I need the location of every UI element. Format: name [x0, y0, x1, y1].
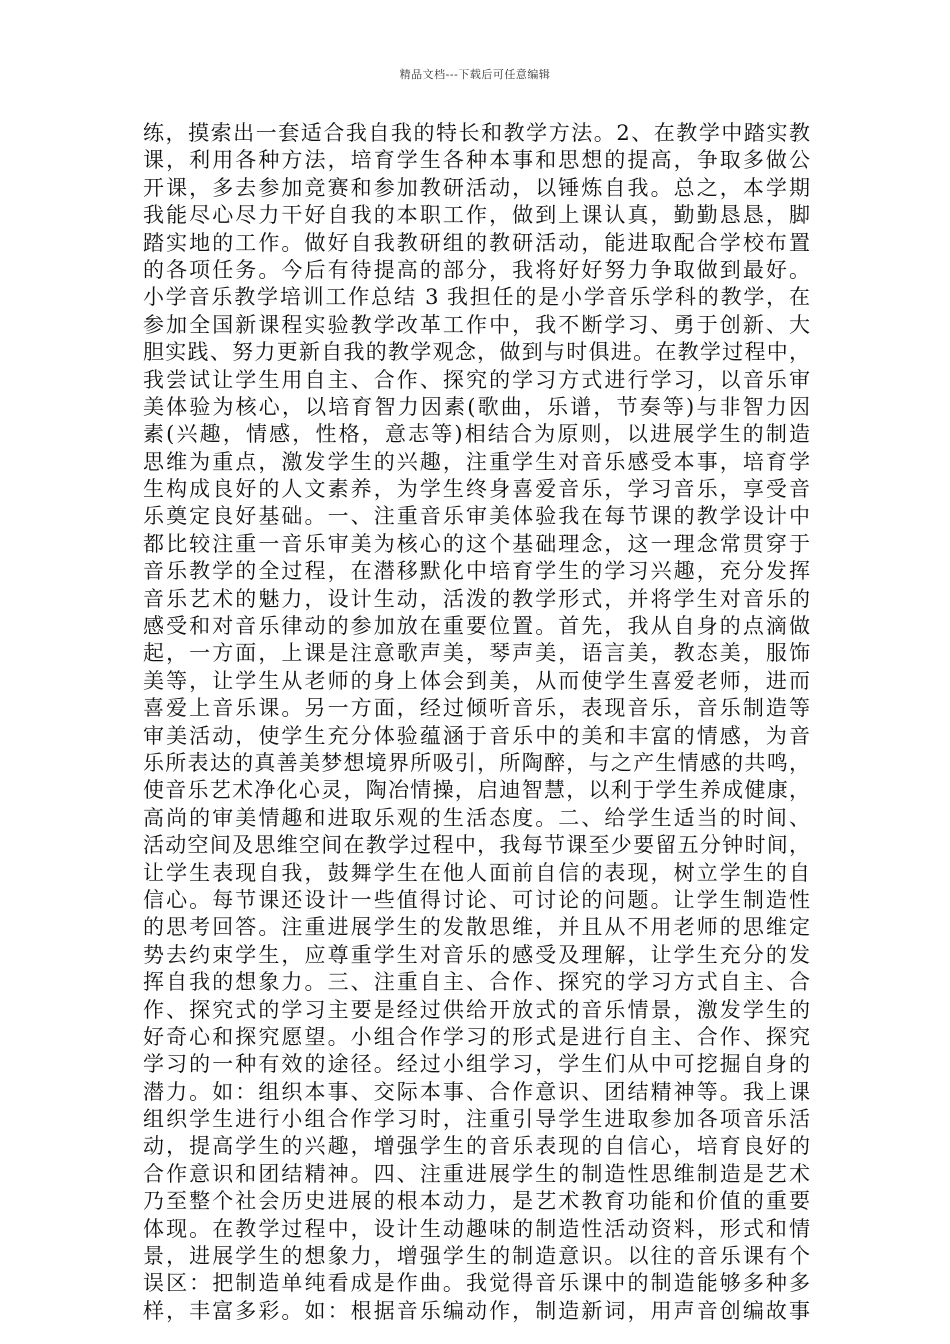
text-line: 我尝试让学生用自主、合作、探究的学习方式进行学习，以音乐审 — [143, 367, 810, 392]
text-line: 误区：把制造单纯看成是作曲。我觉得音乐课中的制造能够多种多 — [143, 1271, 810, 1296]
text-line: 练，摸索出一套适合我自我的特长和教学方法。2、在教学中踏实教 — [143, 121, 810, 145]
text-line: 景，进展学生的想象力，增强学生的制造意识。以往的音乐课有个 — [143, 1244, 810, 1269]
text-line: 感受和对音乐律动的参加放在重要位置。首先，我从自身的点滴做 — [143, 614, 810, 639]
text-line: 挥自我的想象力。三、注重自主、合作、探究的学习方式自主、合 — [143, 970, 810, 995]
text-line: 势去约束学生，应尊重学生对音乐的感受及理解，让学生充分的发 — [143, 942, 810, 967]
text-line: 参加全国新课程实验教学改革工作中，我不断学习、勇于创新、大 — [143, 312, 810, 337]
text-line: 动，提高学生的兴趣，增强学生的音乐表现的自信心，培育良好的 — [143, 1134, 810, 1159]
page-header: 精品文档---下载后可任意编辑 — [399, 68, 551, 81]
text-line: 课，利用各种方法，培育学生各种本事和思想的提高，争取多做公 — [143, 148, 810, 173]
text-line: 乃至整个社会历史进展的根本动力，是艺术教育功能和价值的重要 — [143, 1189, 810, 1214]
text-line: 乐奠定良好基础。一、注重音乐审美体验我在每节课的教学设计中 — [143, 504, 810, 529]
text-line: 组织学生进行小组合作学习时，注重引导学生进取参加各项音乐活 — [143, 1107, 810, 1132]
text-line: 开课，多去参加竞赛和参加教研活动，以锤炼自我。总之，本学期 — [143, 175, 810, 200]
text-line: 好奇心和探究愿望。小组合作学习的形式是进行自主、合作、探究 — [143, 1024, 810, 1049]
text-line: 乐所表达的真善美梦想境界所吸引，所陶醉，与之产生情感的共鸣， — [143, 750, 810, 775]
text-line: 使音乐艺术净化心灵，陶冶情操，启迪智慧，以利于学生养成健康， — [143, 778, 810, 803]
text-line: 音乐艺术的魅力，设计生动，活泼的教学形式，并将学生对音乐的 — [143, 586, 810, 611]
body-paragraph — [143, 120, 810, 1325]
text-line: 生构成良好的人文素养，为学生终身喜爱音乐，学习音乐，享受音 — [143, 477, 810, 502]
text-line: 小学音乐教学培训工作总结 3 我担任的是小学音乐学科的教学，在 — [143, 285, 810, 310]
text-line: 胆实践、努力更新自我的教学观念，做到与时俱进。在教学过程中， — [143, 340, 810, 365]
text-line: 信心。每节课还设计一些值得讨论、可讨论的问题。让学生制造性 — [143, 887, 810, 912]
text-line: 的各项任务。今后有待提高的部分，我将好好努力争取做到最好。 — [143, 257, 810, 282]
text-line: 起，一方面，上课是注意歌声美，琴声美，语言美，教态美，服饰 — [143, 641, 810, 666]
text-line: 思维为重点，激发学生的兴趣，注重学生对音乐感受本事，培育学 — [143, 449, 810, 474]
text-line: 体现。在教学过程中，设计生动趣味的制造性活动资料，形式和情 — [143, 1216, 810, 1241]
text-line: 让学生表现自我，鼓舞学生在他人面前自信的表现，树立学生的自 — [143, 860, 810, 885]
text-line: 我能尽心尽力干好自我的本职工作，做到上课认真，勤勤恳恳，脚 — [143, 203, 810, 228]
text-line: 的思考回答。注重进展学生的发散思维，并且从不用老师的思维定 — [143, 915, 810, 940]
text-line: 活动空间及思维空间在教学过程中，我每节课至少要留五分钟时间， — [143, 833, 810, 858]
text-line: 素(兴趣，情感，性格，意志等)相结合为原则，以进展学生的制造 — [143, 422, 810, 447]
text-line: 美体验为核心，以培育智力因素(歌曲，乐谱，节奏等)与非智力因 — [143, 394, 810, 419]
text-line: 美等，让学生从老师的身上体会到美，从而使学生喜爱老师，进而 — [143, 668, 810, 693]
text-line: 潜力。如：组织本事、交际本事、合作意识、团结精神等。我上课 — [143, 1079, 810, 1104]
text-line: 高尚的审美情趣和进取乐观的生活态度。二、给学生适当的时间、 — [143, 805, 810, 830]
text-line: 音乐教学的全过程，在潜移默化中培育学生的学习兴趣，充分发挥 — [143, 559, 810, 584]
text-line: 学习的一种有效的途径。经过小组学习，学生们从中可挖掘自身的 — [143, 1052, 810, 1077]
text-line: 都比较注重一音乐审美为核心的这个基础理念，这一理念常贯穿于 — [143, 531, 810, 556]
text-line: 喜爱上音乐课。另一方面，经过倾听音乐，表现音乐，音乐制造等 — [143, 696, 810, 721]
text-line: 样，丰富多彩。如：根据音乐编动作，制造新词，用声音创编故事 — [143, 1298, 810, 1323]
text-line: 合作意识和团结精神。四、注重进展学生的制造性思维制造是艺术 — [143, 1161, 810, 1186]
text-line: 作、探究式的学习主要是经过供给开放式的音乐情景，激发学生的 — [143, 997, 810, 1022]
text-line: 踏实地的工作。做好自我教研组的教研活动，能进取配合学校布置 — [143, 230, 810, 255]
text-line: 审美活动，使学生充分体验蕴涵于音乐中的美和丰富的情感，为音 — [143, 723, 810, 748]
